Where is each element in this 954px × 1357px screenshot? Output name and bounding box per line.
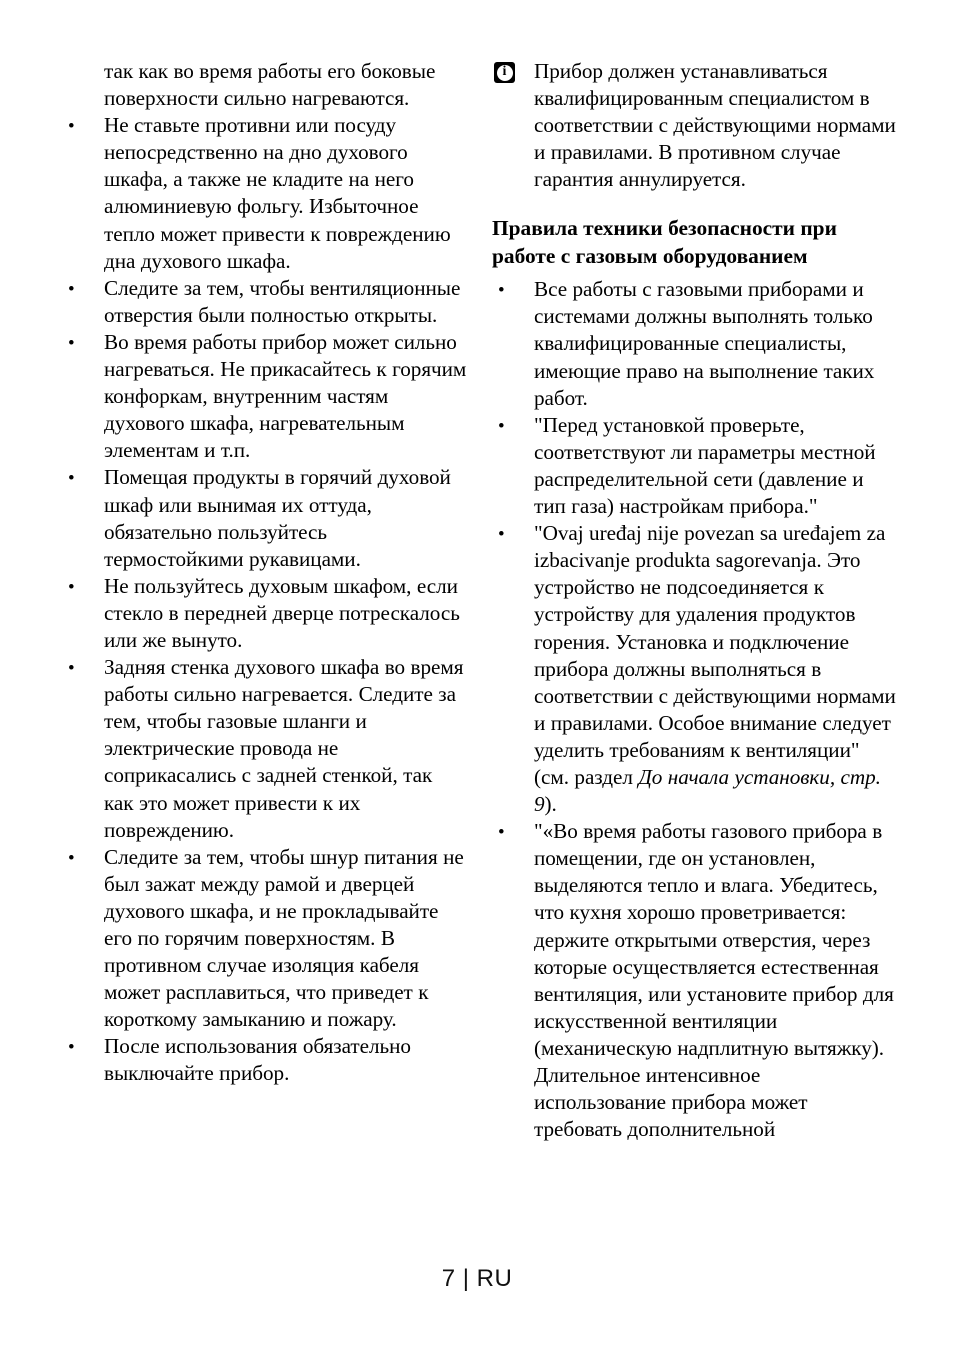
info-note-text: Прибор должен устанавливаться квалифицированным специалистом в соответствии с действующими нормами и правилами. В противном случае гарантия аннулируется. xyxy=(534,59,896,192)
list-item xyxy=(62,275,467,329)
list-item-text: "«Во время работы газового прибора в помещении, где он установлен, выделяются тепло и влага. Убедитесь, что кухня хорошо проветривается: держите открытыми отверстия, через которые осуществляется естественная вентиляция, или установите прибор для искусственной вентиляции (механическую надплитную вытяжку). Длительное интенсивное использование прибора может требовать дополнительной xyxy=(534,819,894,1142)
info-icon xyxy=(492,58,534,89)
list-item xyxy=(492,276,897,411)
section-heading: Правила техники безопасности при работе с газовым оборудованием xyxy=(492,216,837,268)
bullet-marker: • xyxy=(498,415,505,437)
bullet-marker: • xyxy=(68,1037,75,1059)
list-item xyxy=(492,412,897,520)
list-item-text: Задняя стенка духового шкафа во время работы сильно нагревается. Следите за тем, чтобы газовые шланги и электрические провода не соприкасались с задней стенкой, так как это может привести к их повреждению. xyxy=(104,655,464,842)
bullet-marker: • xyxy=(68,278,75,300)
list-item xyxy=(62,573,467,654)
bullet-marker: • xyxy=(498,280,505,302)
list-item-text: "Перед установкой проверьте, соответствуют ли параметры местной распределительной сети (давление и тип газа) настройкам прибора." xyxy=(534,412,876,519)
left-text-column xyxy=(62,58,467,1088)
list-item-text-lead: "Ovaj uređaj nije povezan sa uređajem za izbacivanje produkta sagorevanja. Это устройство не подсоединяется к устройству для удаления продуктов горения. Установка и подключение прибора должны выполняться в соответствии с действующими нормами и правилами. Особое внимание следует уделить требованиям к вентиляции" (см. раздел xyxy=(534,521,896,789)
list-item-text: Помещая продукты в горячий духовой шкаф или вынимая их оттуда, обязательно пользуйтесь термостойкими рукавицами. xyxy=(104,465,451,571)
list-item-text: Не пользуйтесь духовым шкафом, если стекло в передней дверце потрескалось или же вынуто. xyxy=(104,573,460,652)
bullet-marker: • xyxy=(68,468,75,490)
bullet-marker: • xyxy=(498,524,505,546)
list-item xyxy=(62,464,467,572)
paragraph-continuation xyxy=(62,58,467,112)
cross-reference-italic: До начала установки, стр. 9 xyxy=(534,764,881,817)
list-item xyxy=(62,844,467,1034)
list-item-text-tail: ). xyxy=(544,792,557,817)
list-item xyxy=(492,520,897,818)
page-footer: 7 | RU xyxy=(441,1265,513,1292)
list-item xyxy=(62,654,467,844)
paragraph-text: так как во время работы его боковые поверхности сильно нагреваются. xyxy=(104,59,436,111)
list-item xyxy=(62,1033,467,1087)
list-item-text: Во время работы прибор может сильно нагреваться. Не прикасайтесь к горячим конфоркам, внутренним частям духового шкафа, нагревательным элементам и т.п. xyxy=(104,329,467,463)
list-item-text: После использования обязательно выключайте прибор. xyxy=(104,1034,411,1086)
bullet-marker: • xyxy=(68,847,75,869)
bullet-marker: • xyxy=(68,332,75,354)
list-item-text: Все работы с газовыми приборами и системами должны выполнять только квалифицированные специалисты, имеющие право на выполнение таких работ. xyxy=(534,277,875,410)
list-item-text: Следите за тем, чтобы шнур питания не был зажат между рамой и дверцей духового шкафа, и не прокладывайте его по горячим поверхностям. В противном случае изоляция кабеля может расплавиться, что приведет к короткому замыканию и пожару. xyxy=(104,844,464,1032)
list-item xyxy=(492,818,897,1143)
list-item xyxy=(62,329,467,464)
list-item-text: Не ставьте противни или посуду непосредственно на дно духового шкафа, а также не кладите на него алюминиевую фольгу. Избыточное тепло может привести к повреждению дна духового шкафа. xyxy=(104,113,451,273)
bullet-marker: • xyxy=(68,658,75,680)
info-note xyxy=(492,58,897,193)
bullet-marker: • xyxy=(68,576,75,598)
list-item-text: Следите за тем, чтобы вентиляционные отверстия были полностью открыты. xyxy=(104,275,461,327)
info-icon-box xyxy=(494,62,515,83)
list-item-text xyxy=(534,520,897,818)
bullet-marker: • xyxy=(68,116,75,138)
list-item xyxy=(62,112,467,275)
bullet-marker: • xyxy=(498,822,505,844)
right-text-column xyxy=(492,58,897,1143)
info-icon-letter: i xyxy=(502,64,507,79)
